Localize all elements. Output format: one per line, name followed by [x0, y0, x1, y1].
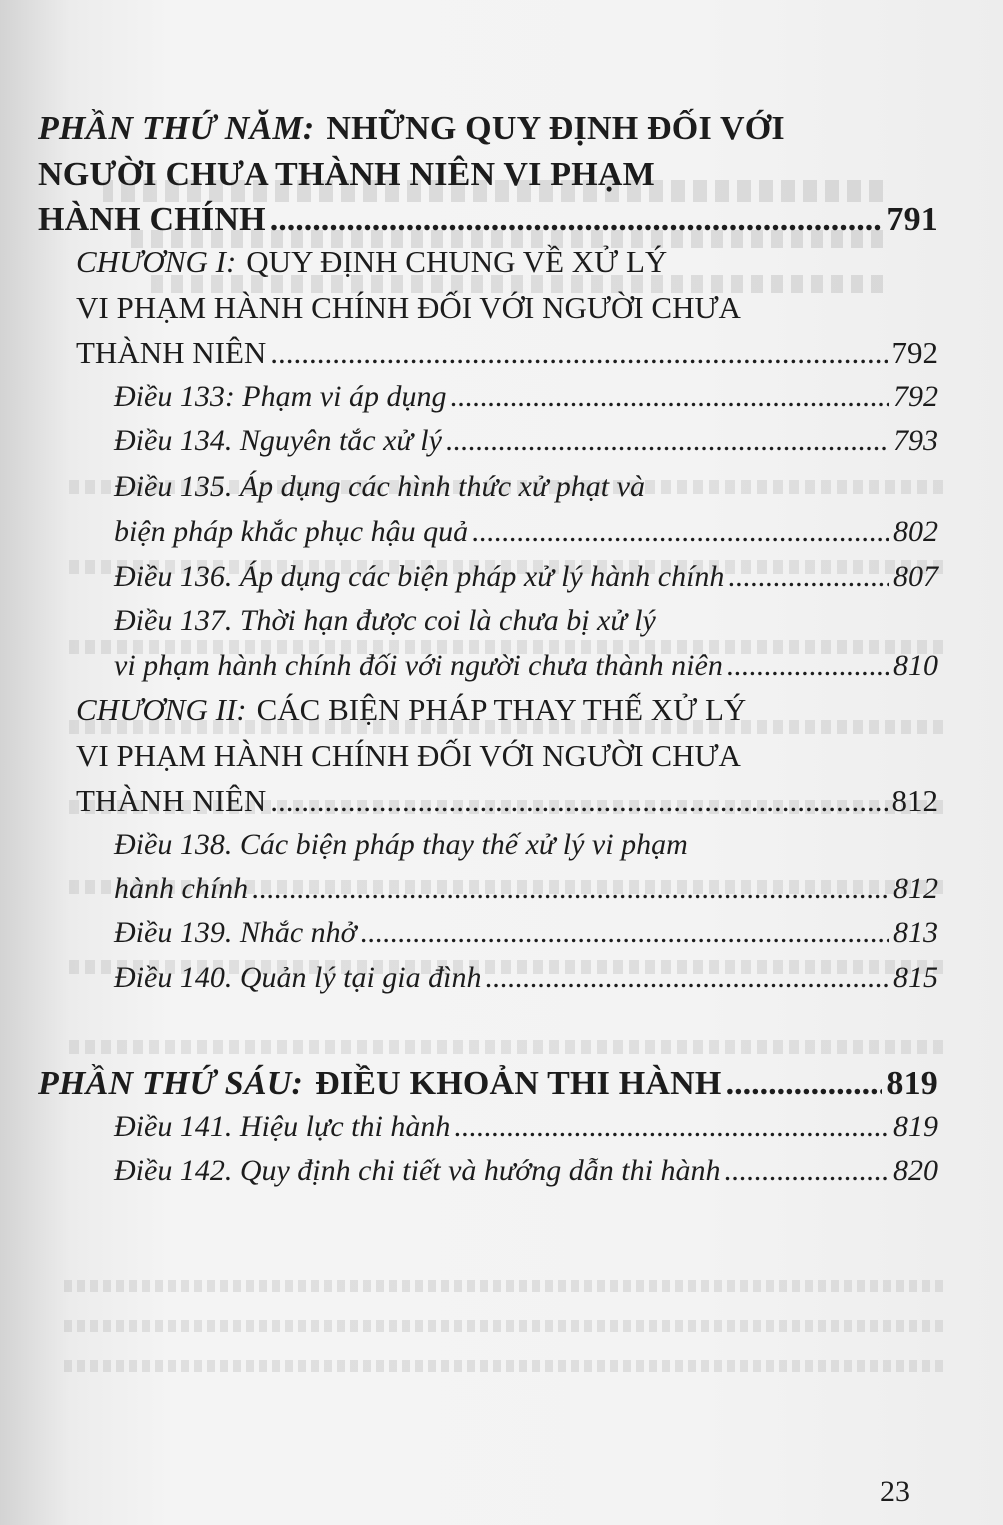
part5-prefix: PHẦN THỨ NĂM:: [38, 110, 315, 147]
chapter1-line3: [76, 337, 938, 368]
leader-dots: [361, 918, 889, 948]
article-title: Điều 136. Áp dụng các biện pháp xử lý hành chính: [114, 560, 725, 593]
article-133: [114, 382, 938, 412]
article-138-line2: [114, 874, 938, 904]
article-title-cont: hành chính: [114, 872, 249, 905]
part5-page: 791: [886, 201, 938, 238]
part5-title-line2: NGƯỜI CHƯA THÀNH NIÊN VI PHẠM: [38, 156, 655, 193]
article-title: Điều 140. Quản lý tại gia đình: [114, 961, 482, 994]
article-page: 820: [893, 1154, 938, 1187]
part5-title-line3: HÀNH CHÍNH: [38, 201, 266, 238]
article-140: [114, 963, 938, 993]
article-title: Điều 141. Hiệu lực thi hành: [114, 1110, 451, 1143]
article-137-line2: [114, 651, 938, 681]
leader-dots: [270, 337, 887, 368]
article-title: Điều 134. Nguyên tắc xử lý: [114, 424, 442, 457]
leader-dots: [270, 203, 883, 237]
leader-dots: [450, 382, 889, 412]
leader-dots: [728, 562, 889, 592]
article-page: 792: [893, 380, 938, 413]
article-page: 812: [893, 872, 938, 905]
chapter2-line1: [76, 694, 746, 725]
chapter2-line2: [76, 740, 741, 771]
article-135-line2: [114, 517, 938, 547]
article-page: 810: [893, 649, 938, 682]
leader-dots: [252, 874, 889, 904]
article-title-cont: vi phạm hành chính đối với người chưa thành niên: [114, 649, 723, 682]
chapter2-line3: [76, 785, 938, 816]
page-number: 23: [880, 1475, 910, 1508]
chapter2-title-line1: CÁC BIỆN PHÁP THAY THẾ XỬ LÝ: [256, 692, 747, 727]
leader-dots: [485, 963, 889, 993]
article-142: [114, 1156, 938, 1186]
article-title-cont: biện pháp khắc phục hậu quả: [114, 515, 469, 548]
chapter2-title-line2: VI PHẠM HÀNH CHÍNH ĐỐI VỚI NGƯỜI CHƯA: [76, 738, 741, 773]
article-136: [114, 562, 938, 592]
chapter1-prefix: CHƯƠNG I:: [76, 244, 237, 279]
article-page: 802: [893, 515, 938, 548]
article-135-line1: [114, 472, 645, 502]
article-title: Điều 135. Áp dụng các hình thức xử phạt và: [114, 470, 645, 503]
leader-dots: [724, 1156, 889, 1186]
article-page: 793: [893, 424, 938, 457]
part5-heading-line2: [38, 158, 655, 192]
part6-heading: [38, 1067, 938, 1101]
article-139: [114, 918, 938, 948]
article-page: 807: [893, 560, 938, 593]
chapter1-title-line3: THÀNH NIÊN: [76, 335, 267, 370]
article-title: Điều 138. Các biện pháp thay thế xử lý vi phạm: [114, 828, 688, 861]
article-title: Điều 137. Thời hạn được coi là chưa bị xử lý: [114, 604, 656, 637]
article-page: 813: [893, 916, 938, 949]
part5-heading-line3: [38, 203, 938, 237]
leader-dots: [726, 1067, 883, 1101]
chapter1-page: 792: [891, 335, 938, 370]
leader-dots: [472, 517, 889, 547]
chapter2-prefix: CHƯƠNG II:: [76, 692, 247, 727]
chapter2-title-line3: THÀNH NIÊN: [76, 783, 267, 818]
leader-dots: [454, 1112, 889, 1142]
part5-heading-line1: [38, 112, 785, 146]
part6-title: ĐIỀU KHOẢN THI HÀNH: [315, 1065, 722, 1102]
article-title: Điều 133: Phạm vi áp dụng: [114, 380, 447, 413]
chapter2-page: 812: [891, 783, 938, 818]
leader-dots: [270, 785, 887, 816]
part6-prefix: PHẦN THỨ SÁU:: [38, 1065, 304, 1102]
chapter1-line1: [76, 246, 667, 277]
article-page: 815: [893, 961, 938, 994]
part6-page: 819: [886, 1065, 938, 1102]
article-title: Điều 142. Quy định chi tiết và hướng dẫn thi hành: [114, 1154, 721, 1187]
article-134: [114, 426, 938, 456]
chapter1-title-line2: VI PHẠM HÀNH CHÍNH ĐỐI VỚI NGƯỜI CHƯA: [76, 290, 741, 325]
part5-title-line1: NHỮNG QUY ĐỊNH ĐỐI VỚI: [326, 110, 785, 147]
article-138-line1: [114, 830, 688, 860]
leader-dots: [727, 651, 889, 681]
article-title: Điều 139. Nhắc nhở: [114, 916, 357, 949]
article-137-line1: [114, 606, 656, 636]
article-page: 819: [893, 1110, 938, 1143]
leader-dots: [446, 426, 889, 456]
article-141: [114, 1112, 938, 1142]
chapter1-line2: [76, 292, 741, 323]
chapter1-title-line1: QUY ĐỊNH CHUNG VỀ XỬ LÝ: [246, 244, 668, 279]
